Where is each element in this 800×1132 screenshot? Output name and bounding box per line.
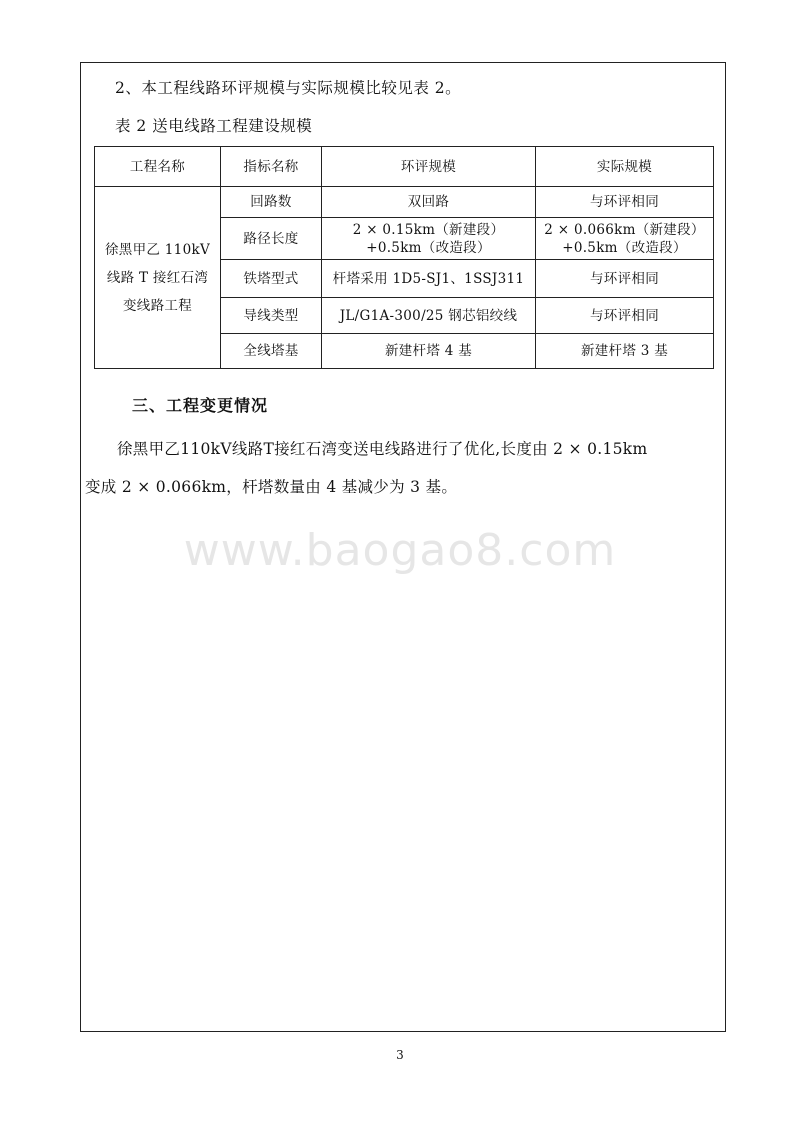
paragraph-line: 变成 2 × 0.066km，杆塔数量由 4 基减少为 3 基。 — [85, 478, 458, 496]
cell-line: 双回路 — [407, 194, 450, 210]
project-name-line: 徐黑甲乙 110kV — [105, 241, 210, 258]
eia-cell — [322, 187, 536, 218]
indicator-cell: 全线塔基 — [221, 334, 322, 369]
table-row — [95, 187, 714, 218]
indicator-cell: 导线类型 — [221, 298, 322, 334]
indicator-cell: 路径长度 — [221, 218, 322, 260]
cell-line: JL/G1A-300/25 钢芯铝绞线 — [339, 307, 518, 324]
eia-cell — [322, 218, 536, 260]
header-actual-scale: 实际规模 — [536, 147, 714, 187]
actual-cell — [536, 334, 714, 369]
eia-cell — [322, 260, 536, 298]
table-header-row — [95, 147, 714, 187]
cell-line: +0.5km（改造段） — [562, 239, 687, 256]
eia-cell — [322, 298, 536, 334]
project-name-line: 变线路工程 — [123, 297, 192, 314]
page-number: 3 — [396, 1048, 404, 1062]
cell-line: 2 × 0.15km（新建段） — [352, 221, 505, 238]
paragraph-line: 徐黑甲乙110kV线路T接红石湾变送电线路进行了优化,长度由 2 × 0.15km — [117, 440, 648, 458]
intro-line: 2、本工程线路环评规模与实际规模比较见表 2。 — [115, 79, 462, 97]
cell-line: +0.5km（改造段） — [366, 239, 491, 256]
cell-line: 与环评相同 — [590, 270, 659, 287]
header-indicator-name: 指标名称 — [221, 147, 322, 187]
section-title: 三、工程变更情况 — [132, 396, 269, 415]
actual-cell — [536, 187, 714, 218]
indicator-cell: 铁塔型式 — [221, 260, 322, 298]
cell-line: 与环评相同 — [590, 307, 659, 324]
change-description-paragraph — [85, 430, 725, 506]
indicator-cell: 回路数 — [221, 187, 322, 218]
cell-line: 新建杆塔 3 基 — [580, 343, 669, 359]
actual-cell — [536, 218, 714, 260]
table-caption: 表 2 送电线路工程建设规模 — [115, 117, 313, 135]
cell-line: 杆塔采用 1D5-SJ1、1SSJ311 — [332, 270, 525, 287]
scale-comparison-table — [94, 146, 714, 369]
header-project-name: 工程名称 — [95, 147, 221, 187]
project-name-line: 线路 T 接红石湾 — [106, 269, 209, 286]
cell-line: 与环评相同 — [590, 194, 659, 210]
cell-line: 新建杆塔 4 基 — [384, 343, 473, 359]
actual-cell — [536, 298, 714, 334]
header-eia-scale: 环评规模 — [322, 147, 536, 187]
cell-line: 2 × 0.066km（新建段） — [544, 221, 705, 238]
eia-cell — [322, 334, 536, 369]
project-name-cell — [95, 187, 221, 369]
actual-cell — [536, 260, 714, 298]
watermark: www.baogao8.com — [183, 525, 617, 576]
